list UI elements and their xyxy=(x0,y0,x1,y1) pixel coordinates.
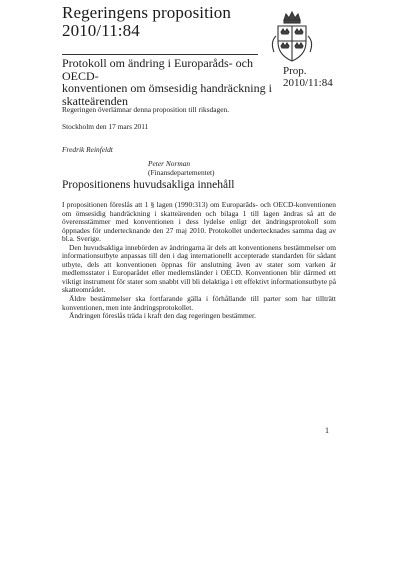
submission-statement: Regeringen överlämnar denna proposition till riksdagen. xyxy=(62,105,230,114)
summary-body xyxy=(62,201,336,321)
page-number: 1 xyxy=(325,426,329,435)
date-line: Stockholm den 17 mars 2011 xyxy=(62,122,149,131)
prop-number: 2010/11:84 xyxy=(283,76,333,89)
title-line-1: Regeringens proposition xyxy=(62,3,231,22)
body-paragraph: Äldre bestämmelser ska fortfarande gälla i förhållande till parter som har tillträtt konventionen, men inte ändringsprotokollet. xyxy=(62,294,336,312)
document-title xyxy=(62,57,272,107)
signature-minister: Peter Norman xyxy=(148,159,191,168)
title-rule xyxy=(62,54,258,55)
page-title xyxy=(62,4,231,40)
prop-label: Prop. xyxy=(283,65,307,77)
signature-prime-minister: Fredrik Reinfeldt xyxy=(62,145,113,154)
body-paragraph: Den huvudsakliga innebörden av ändringarna är dels att konventionens bestämmelser om informationsutbyte anpassas till den i dag internationellt accepterade standarden för sådant utbyte, dels att konventionen öppnas för anslutning även av stater som varken är medlemsstater i Europarådet eller medlemsländer i OECD. Konventionen blir därmed ett viktigt instrument för stater som snabbt vill bli delaktiga i ett effektivt informationsutbyte på skatteområdet. xyxy=(62,242,336,295)
section-heading: Propositionens huvudsakliga innehåll xyxy=(62,179,235,191)
body-paragraph: I propositionen föreslås att 1 § lagen (1990:313) om Europarāds- och OECD-konventionen om ömsesidig handräckning i skatteärenden och bilaga 1 till lagen ändras så att de överensstämmer med konventionen i dess lydelse enligt det ändringsprotokoll som öppnades för undertecknande den 27 maj 2010. Protokollet undertecknades samma dag av bl.a. Sverige. xyxy=(62,200,336,244)
proposition-reference xyxy=(283,66,333,89)
body-paragraph: Ändringen föreslås träda i kraft den dag regeringen bestämmer. xyxy=(69,311,256,321)
doc-title-line: konventionen om ömsesidig handräckning i xyxy=(62,81,272,95)
title-line-2: 2010/11:84 xyxy=(62,21,140,40)
ministry-name: (Finansdepartementet) xyxy=(148,167,215,177)
doc-title-line: Protokoll om ändring i Europaråds- och OECD- xyxy=(62,56,253,83)
doc-title-line: skatteärenden xyxy=(62,93,128,108)
